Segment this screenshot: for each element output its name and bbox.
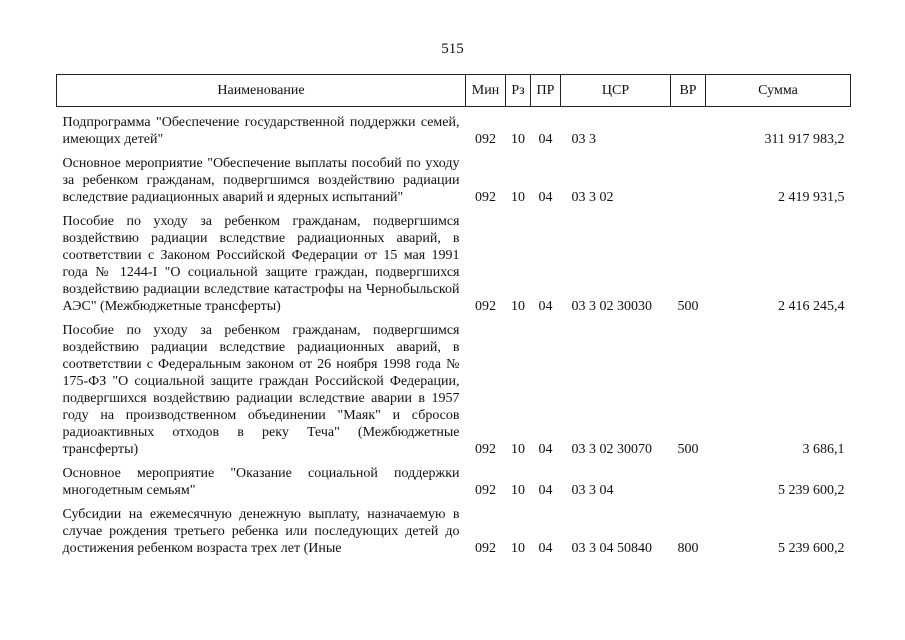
row-rz: 10: [511, 483, 525, 498]
table-header-row: [57, 75, 851, 107]
row-vr: 500: [677, 442, 699, 457]
row-name: Субсидии на ежемесячную денежную выплату, назначаемую в случае рождения третьего ребенка или последующих детей до достижения ребенком возраста трех лет (Иные: [62, 507, 460, 556]
row-sum: 5 239 600,2: [778, 541, 845, 556]
row-min: 092: [475, 442, 496, 457]
row-csr: 03 3 02: [571, 190, 614, 205]
row-rz: 10: [511, 132, 525, 147]
row-csr: 03 3: [571, 132, 596, 147]
row-name: Пособие по уходу за ребенком гражданам, подвергшимся воздействию радиации вследствие радиационных аварий, в соответствии с Законом Российской Федерации от 15 мая 1991 года № 1244-I "О социальной защите граждан, подвергшихся воздействию радиации вследствие катастрофы на Чернобыльской АЭС" (Межбюджетные трансферты): [62, 214, 460, 314]
header-sum: Сумма: [706, 75, 851, 107]
row-pr: 04: [538, 541, 553, 556]
table-row: [57, 107, 851, 149]
row-vr: [671, 458, 706, 499]
table-row: [57, 499, 851, 557]
row-pr: 04: [538, 483, 553, 498]
header-name: Наименование: [57, 75, 466, 107]
row-csr: 03 3 04: [571, 483, 614, 498]
table-row: [57, 148, 851, 206]
table-row: [57, 315, 851, 458]
budget-table: [56, 74, 851, 557]
header-vr: ВР: [671, 75, 706, 107]
header-min: Мин: [466, 75, 506, 107]
row-name: Подпрограмма "Обеспечение государственной поддержки семей, имеющих детей": [62, 115, 460, 147]
row-rz: 10: [511, 541, 525, 556]
row-sum: 311 917 983,2: [764, 132, 845, 147]
row-rz: 10: [511, 442, 525, 457]
row-sum: 2 416 245,4: [778, 299, 845, 314]
row-pr: 04: [538, 442, 553, 457]
page-number: 515: [441, 41, 464, 57]
row-name: Пособие по уходу за ребенком гражданам, подвергшимся воздействию радиации вследствие радиационных аварий, в соответствии с Федеральным законом от 26 ноября 1998 года № 175-ФЗ "О социальной защите граждан Российской Федерации, подвергшихся воздействию радиации вследствие аварии в 1957 году на производственном объединении "Маяк" и сбросов радиоактивных отходов в реку Теча" (Межбюджетные трансферты): [62, 323, 460, 457]
row-vr: 500: [677, 299, 699, 314]
header-pr: ПР: [531, 75, 561, 107]
row-min: 092: [475, 541, 496, 556]
row-min: 092: [475, 483, 496, 498]
row-vr: [671, 107, 706, 149]
header-csr: ЦСР: [561, 75, 671, 107]
row-min: 092: [475, 132, 496, 147]
row-name: Основное мероприятие "Обеспечение выплаты пособий по уходу за ребенком гражданам, подвергшимся воздействию радиации вследствие радиационных аварий и ядерных испытаний": [62, 156, 460, 205]
row-sum: 2 419 931,5: [778, 190, 845, 205]
header-rz: Рз: [506, 75, 531, 107]
row-vr: 800: [677, 541, 699, 556]
table-row: [57, 206, 851, 315]
row-sum: 5 239 600,2: [778, 483, 845, 498]
row-pr: 04: [538, 190, 553, 205]
row-vr: [671, 148, 706, 206]
row-pr: 04: [538, 299, 553, 314]
row-csr: 03 3 04 50840: [571, 541, 652, 556]
row-pr: 04: [538, 132, 553, 147]
row-rz: 10: [511, 299, 525, 314]
row-csr: 03 3 02 30030: [571, 299, 652, 314]
row-csr: 03 3 02 30070: [571, 442, 652, 457]
row-rz: 10: [511, 190, 525, 205]
row-name: Основное мероприятие "Оказание социальной поддержки многодетным семьям": [62, 466, 460, 498]
row-min: 092: [475, 299, 496, 314]
row-min: 092: [475, 190, 496, 205]
row-sum: 3 686,1: [802, 442, 845, 457]
table-row: [57, 458, 851, 499]
